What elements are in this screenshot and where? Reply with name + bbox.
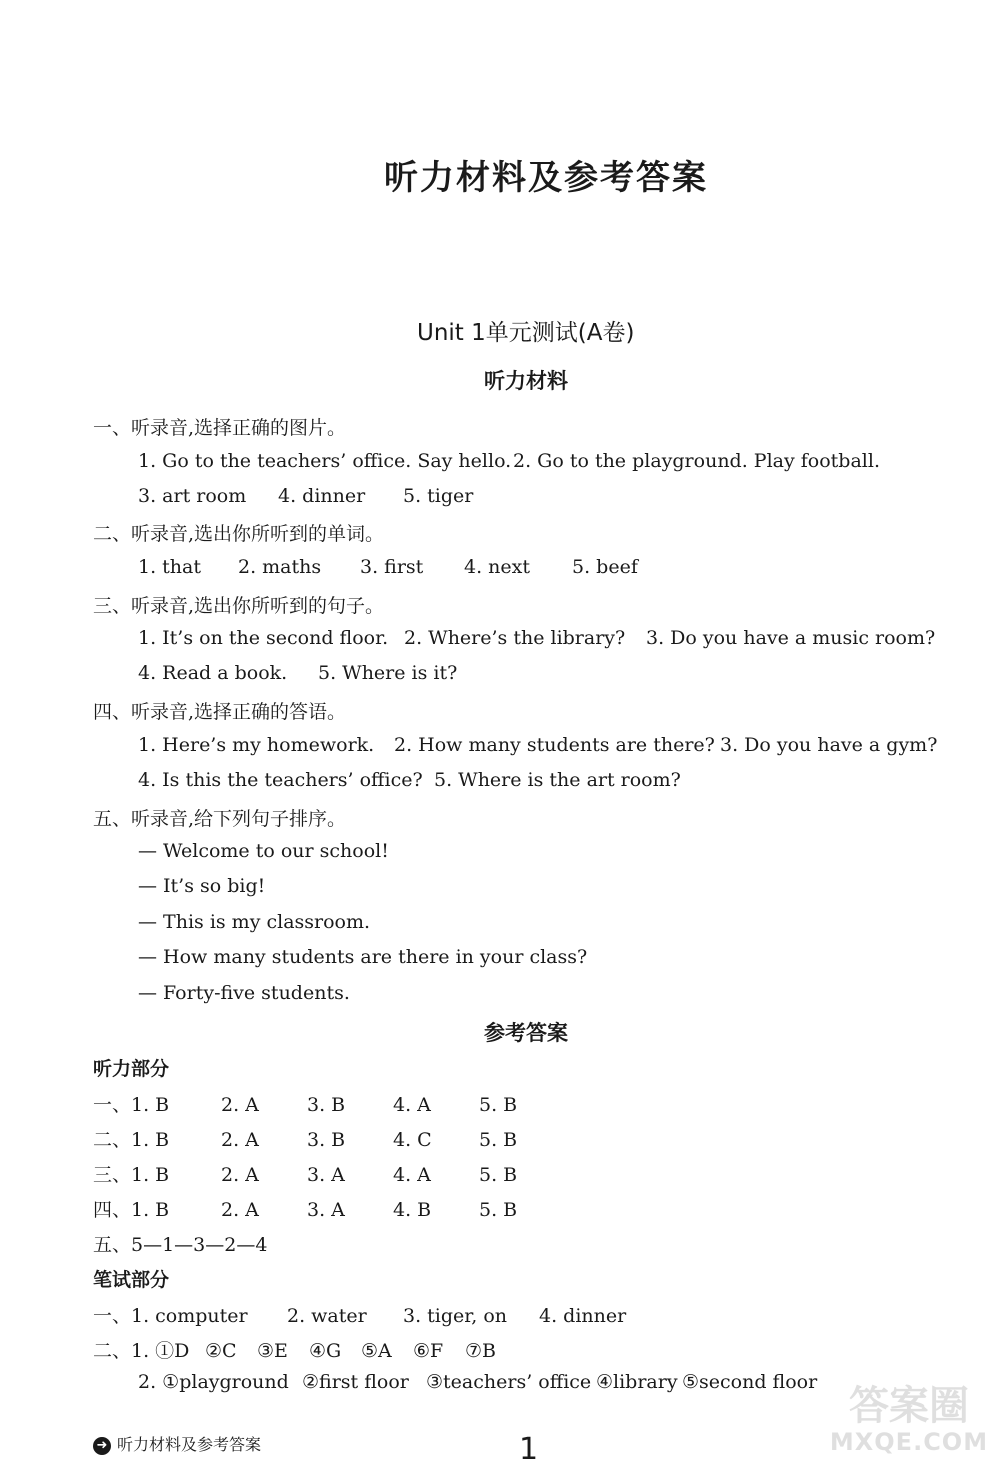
item: 1. Here’s my homework. [138,734,375,756]
watermark [828,1383,990,1455]
item: 3. art room [138,485,247,507]
item: 4. next [464,556,530,578]
section-1-question: 一、听录音,选择正确的图片。 [93,417,347,439]
section-2-line-1 [138,556,638,578]
written-answer-row-3 [138,1371,817,1393]
answer: 三、1. B [93,1164,170,1186]
answer: 3. A [307,1199,345,1221]
listening-answer-row-1 [93,1090,517,1117]
arrow-right-icon: ➜ [93,1437,111,1455]
answer: ⑤A [361,1340,392,1362]
answer: 2. A [221,1164,259,1186]
unit-title: Unit 1单元测试(A卷) [417,320,635,346]
item: 1. It’s on the second floor. [138,627,389,649]
written-part-label: 笔试部分 [93,1269,170,1291]
answer: 2. water [287,1305,367,1327]
item: 3. Do you have a music room? [646,627,936,649]
listening-answer-row-3 [93,1160,517,1187]
listening-answer-row-4 [93,1195,517,1222]
footer-text: 听力材料及参考答案 [117,1435,262,1454]
footer [93,1432,261,1455]
answer: 4. A [393,1094,431,1116]
section-4-question: 四、听录音,选择正确的答语。 [93,701,347,723]
answer: ⑥F [413,1340,444,1362]
answer: 2. A [221,1094,259,1116]
answer: 5. B [479,1094,518,1116]
answer: ⑦B [465,1340,496,1362]
section-4-line-1 [138,734,937,756]
answer: ③teachers’ office [426,1371,592,1393]
dialogue-line-1: — Welcome to our school! [138,840,389,862]
item: 4. Read a book. [138,662,288,684]
item: 1. Go to the teachers’ office. Say hello. [138,450,512,472]
answer: ②first floor [302,1371,409,1393]
watermark-bottom: MXQE.COM [829,1428,989,1456]
item: 3. Do you have a gym? [720,734,938,756]
answer: 3. B [307,1094,346,1116]
answer: 5. B [479,1199,518,1221]
answer: ②C [205,1340,237,1362]
listening-heading: 听力材料 [484,368,568,393]
answer: 二、1. B [93,1129,170,1151]
answer: 5. B [479,1164,518,1186]
dialogue-line-2: — It’s so big! [138,875,266,897]
section-4-line-2 [138,769,681,791]
answer: 2. A [221,1199,259,1221]
item: 4. Is this the teachers’ office? [138,769,423,791]
answer: 3. A [307,1164,345,1186]
section-5-question: 五、听录音,给下列句子排序。 [93,808,347,830]
answer: 5. B [479,1129,518,1151]
item: 2. How many students are there? [394,734,715,756]
dialogue-line-3: — This is my classroom. [138,911,371,933]
section-1-line-2 [138,485,473,507]
item: 5. Where is it? [318,662,458,684]
item: 5. beef [572,556,638,578]
answer: 一、1. computer [93,1305,248,1327]
listening-answer-row-5: 五、5—1—3—2—4 [93,1234,268,1256]
answer: 4. C [393,1129,432,1151]
answer: 4. dinner [539,1305,627,1327]
section-3-line-1 [138,627,935,649]
item: 1. that [138,556,202,578]
answer: ④library [596,1371,678,1393]
listening-part-label: 听力部分 [93,1058,170,1080]
dialogue-line-5: — Forty-five students. [138,982,350,1004]
answer: ④G [309,1340,342,1362]
answers-heading: 参考答案 [484,1020,568,1045]
answer: 2. ①playground [138,1371,289,1393]
section-2-question: 二、听录音,选出你所听到的单词。 [93,523,385,545]
page-number: 1 [519,1432,539,1467]
item: 2. maths [238,556,322,578]
answer: 一、1. B [93,1094,170,1116]
written-answer-row-1 [93,1301,626,1328]
page-title: 听力材料及参考答案 [384,158,708,198]
answer: 3. tiger, on [403,1305,508,1327]
answer: ⑤second floor [682,1371,818,1393]
section-3-question: 三、听录音,选出你所听到的句子。 [93,595,385,617]
item: 2. Go to the playground. Play football. [513,450,880,472]
item: 5. tiger [403,485,474,507]
answer: 4. A [393,1164,431,1186]
answer: 四、1. B [93,1199,170,1221]
item: 2. Where’s the library? [404,627,626,649]
section-1-line-1 [138,450,880,472]
dialogue-line-4: — How many students are there in your class? [138,946,588,968]
watermark-top: 答案圈 [849,1383,969,1429]
item: 3. first [360,556,424,578]
listening-answer-row-2 [93,1125,517,1152]
item: 4. dinner [278,485,366,507]
item: 5. Where is the art room? [434,769,681,791]
answer: 3. B [307,1129,346,1151]
written-answer-row-2 [93,1336,496,1363]
answer: 二、1. ①D [93,1340,190,1362]
section-3-line-2 [138,662,457,684]
answer: 2. A [221,1129,259,1151]
answer: ③E [257,1340,288,1362]
answer: 4. B [393,1199,432,1221]
